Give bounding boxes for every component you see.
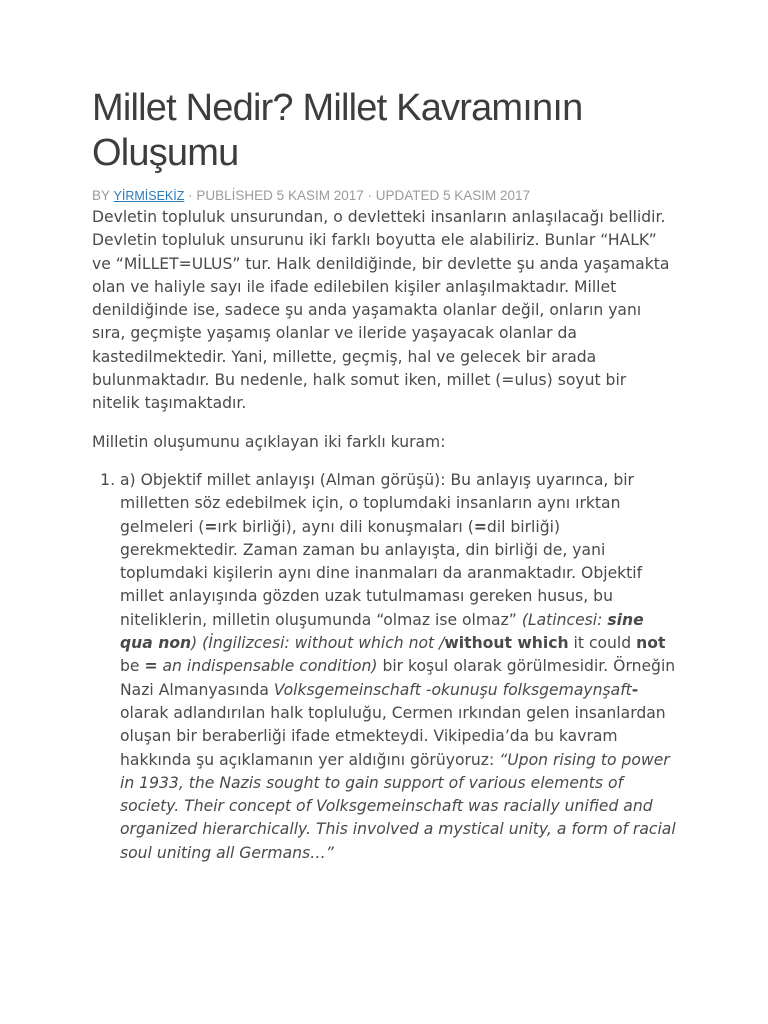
latin-suffix: ) (İngilizcesi: without which not / [191, 634, 445, 653]
item-text: olarak adlandırılan halk topluluğu, Cermen ırkından gelen insanlardan oluşan bir beraberliği ifade etmekteydi. Vikipedia’da bu kavram hakkında şu açıklamanın yer aldığını görüyoruz: [120, 703, 666, 769]
item-text: bir koşul olarak görülmesidir. Örneğin Nazi Almanyasında [120, 657, 676, 699]
item-text: ırk birliği), aynı dili konuşmaları ( [217, 517, 474, 536]
theory-list [92, 469, 677, 865]
page-title: Millet Nedir? Millet Kavramının Oluşumu [92, 87, 583, 174]
volk-dash: - [631, 680, 639, 699]
post-meta [92, 188, 677, 204]
item-eq: = [204, 517, 218, 536]
updated-date: UPDATED 5 KASIM 2017 [375, 188, 531, 203]
english-mid: it could [568, 634, 637, 653]
english-tail: an indispensable condition) [157, 657, 378, 676]
article [92, 86, 677, 865]
latin-prefix: (Latincesi: [521, 610, 608, 629]
volk-term: Volksgemeinschaft -okunuşu folksgemaynşaft [273, 680, 632, 699]
list-item [120, 469, 677, 865]
item-text: dil birliği) gerekmektedir. Zaman zaman bu anlayışta, din birliği de, yani toplumdaki kişilerin aynı dine inanmaları da aranmaktadır. Objektif millet anlayışında gözden uzak tutulmaması gereken husus, bu niteliklerin, milletin oluşumunda “olmaz ise olmaz” [120, 517, 643, 629]
english-eq: = [144, 657, 158, 676]
published-date: PUBLİSHED 5 KASIM 2017 [196, 188, 364, 203]
latin-term: sine qua non [120, 610, 644, 653]
author-link[interactable]: YİRMİSEKİZ [113, 189, 185, 203]
item-text: a) Objektif millet anlayışı (Alman görüşü): Bu anlayış uyarınca, bir milletten söz edebilmek için, o toplumdaki insanların aynı ırktan gelmeleri ( [120, 470, 634, 536]
intro-paragraph: Devletin topluluk unsurundan, o devletteki insanların anlaşılacağı bellidir. Devletin topluluk unsurunu iki farklı boyutta ele alabiliriz. Bunlar “HALK” ve “MİLLET=ULUS” tur. Halk denildiğinde, bir devlette şu anda yaşamakta olan ve haliyle sayı ile ifade edilebilen kişiler anlaşılmaktadır. Millet denildiğinde ise, sadece şu anda yaşamakta olanlar değil, onların yanı sıra, geçmişte yaşamış olanlar ve ileride yaşayacak olanlar da kastedilmektedir. Yani, millette, geçmiş, hal ve gelecek bir arada bulunmaktadır. Bu nedenle, halk somut iken, millet (=ulus) soyut bir nitelik taşımaktadır. [92, 208, 670, 413]
meta-by: BY [92, 188, 110, 203]
meta-separator: · [188, 188, 193, 203]
meta-separator: · [367, 188, 372, 203]
english-not: not [636, 634, 666, 653]
item-eq: = [473, 517, 487, 536]
wiki-quote: “Upon rising to power in 1933, the Nazis sought to gain support of various elements of society. Their concept of Volksgemeinschaft was racially unified and organized hierarchically. This involved a mystical unity, a form of racial soul uniting all Germans…” [120, 750, 676, 862]
lead-paragraph: Milletin oluşumunu açıklayan iki farklı kuram: [92, 432, 446, 451]
english-be: be [120, 657, 145, 676]
english-bold: without which [444, 634, 569, 653]
